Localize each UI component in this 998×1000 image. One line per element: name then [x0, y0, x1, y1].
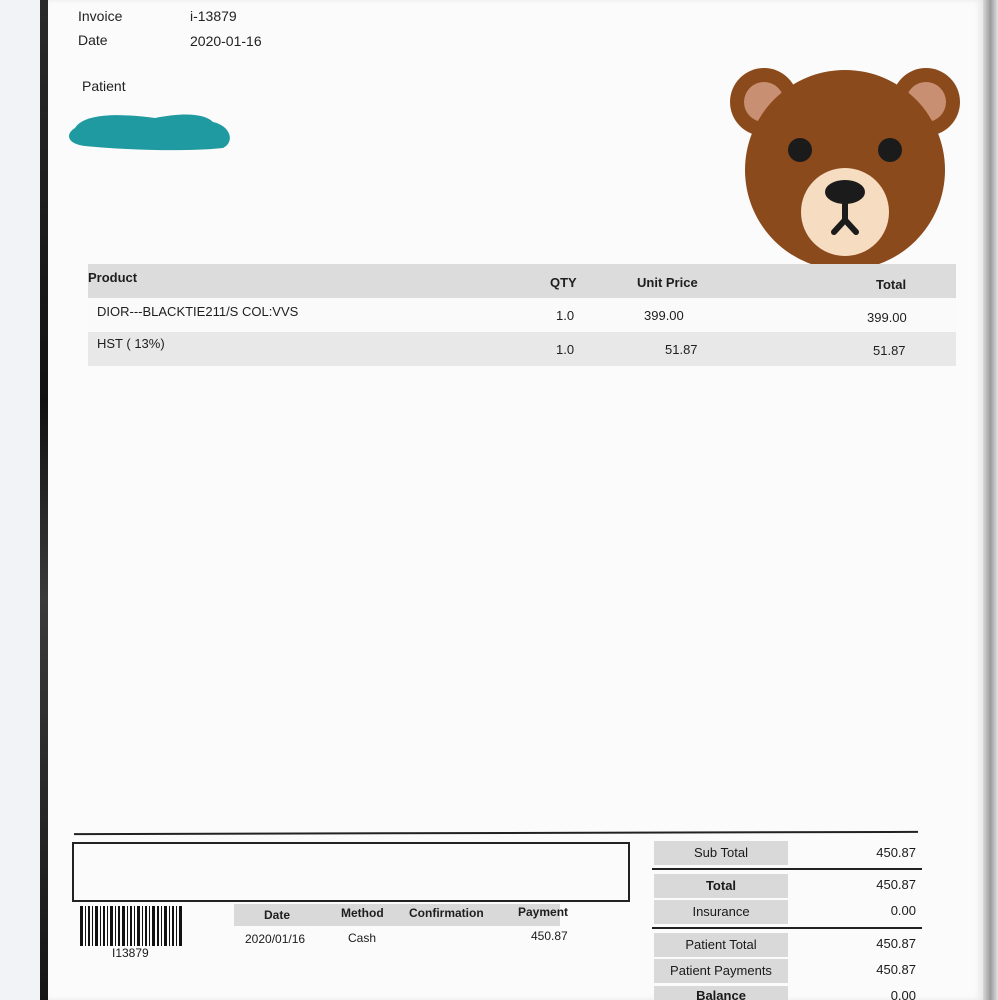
payment-method: Cash — [348, 931, 377, 945]
payment-header-payment: Payment — [518, 905, 569, 919]
row-unit-price: 399.00 — [644, 308, 684, 323]
header-qty: QTY — [550, 275, 577, 290]
sub-total-value: 450.87 — [876, 845, 916, 860]
header-product: Product — [88, 270, 138, 285]
patient-payments-value: 450.87 — [876, 962, 916, 977]
barcode-icon — [80, 906, 184, 946]
invoice-label: Invoice — [78, 8, 123, 24]
row-total: 399.00 — [867, 310, 907, 325]
bear-right-eye — [878, 138, 902, 162]
row-qty: 1.0 — [556, 342, 575, 357]
notes-box — [72, 842, 630, 902]
photo-dark-edge — [40, 0, 48, 1000]
bear-face-sticker — [728, 66, 962, 270]
balance-value: 0.00 — [890, 988, 916, 1000]
total-value: 450.87 — [876, 877, 916, 892]
payment-header-confirmation: Confirmation — [409, 906, 484, 920]
header-total: Total — [876, 277, 907, 292]
summary-divider — [652, 927, 922, 929]
bear-left-eye — [788, 138, 812, 162]
invoice-date: 2020-01-16 — [190, 33, 262, 49]
row-product: DIOR---BLACKTIE211/S COL:VVS — [97, 304, 299, 319]
barcode-number: I13879 — [112, 946, 149, 960]
row-qty: 1.0 — [556, 308, 575, 323]
patient-total-value: 450.87 — [876, 936, 916, 951]
patient-total-label: Patient Total — [654, 933, 788, 957]
product-table-header — [88, 264, 956, 298]
redaction-mark — [65, 108, 233, 152]
payment-table-header — [234, 904, 569, 926]
payment-amount: 450.87 — [531, 929, 568, 943]
insurance-value: 0.00 — [890, 903, 916, 918]
row-total: 51.87 — [873, 343, 906, 358]
row-unit-price: 51.87 — [665, 342, 698, 357]
payment-header-method: Method — [341, 906, 384, 920]
row-product: HST ( 13%) — [97, 336, 165, 351]
photo-right-edge — [983, 0, 998, 1000]
table-row — [88, 298, 956, 332]
patient-label: Patient — [82, 78, 126, 94]
payment-header-date: Date — [264, 908, 291, 922]
invoice-number: i-13879 — [190, 8, 237, 24]
date-label: Date — [78, 32, 108, 48]
balance-label: Balance — [654, 986, 788, 1000]
table-row — [88, 332, 956, 366]
sub-total-label: Sub Total — [654, 841, 788, 865]
payment-date: 2020/01/16 — [245, 932, 306, 946]
patient-payments-label: Patient Payments — [654, 959, 788, 983]
insurance-label: Insurance — [654, 900, 788, 924]
header-unit-price: Unit Price — [637, 275, 698, 290]
total-label: Total — [654, 874, 788, 898]
summary-divider — [652, 868, 922, 870]
